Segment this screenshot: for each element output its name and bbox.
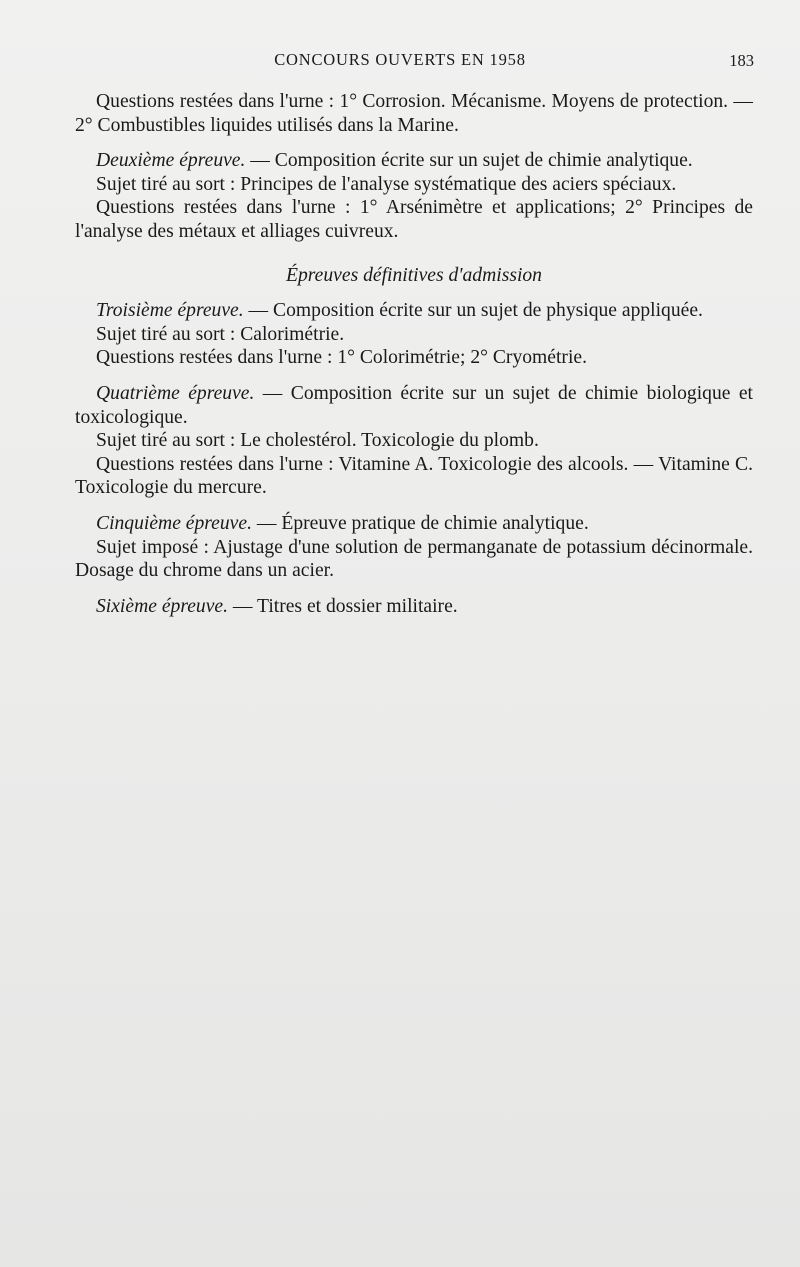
page-number: 183 bbox=[729, 51, 754, 70]
paragraph: Sujet imposé : Ajustage d'une solution de permanganate de potassium décinormale. Dosage du chrome dans un acier. bbox=[75, 536, 753, 582]
paragraph: Questions restées dans l'urne : 1° Corrosion. Mécanisme. Moyens de protection. — 2° Combustibles liquides utilisés dans la Marine. bbox=[75, 91, 753, 136]
paragraph: Questions restées dans l'urne : 1° Colorimétrie; 2° Cryométrie. bbox=[96, 347, 587, 369]
epreuve-text: — Composition écrite sur un sujet de physique appliquée. bbox=[243, 300, 703, 322]
paragraph bbox=[75, 299, 753, 323]
paragraph bbox=[75, 512, 753, 536]
epreuve-label: Sixième épreuve. bbox=[96, 595, 228, 617]
paragraph: Sujet tiré au sort : Principes de l'analyse systématique des aciers spéciaux. bbox=[96, 173, 677, 195]
epreuve-label: Troisième épreuve. bbox=[96, 300, 244, 322]
epreuve-label: Deuxième épreuve. bbox=[96, 150, 246, 172]
body-text bbox=[75, 90, 753, 618]
paragraph bbox=[75, 595, 753, 619]
epreuve-text: — Composition écrite sur un sujet de chimie analytique. bbox=[245, 150, 693, 172]
paragraph: Questions restées dans l'urne : 1° Arsénimètre et applications; 2° Principes de l'analyse des métaux et alliages cuivreux. bbox=[75, 197, 753, 242]
epreuve-label: Cinquième épreuve. bbox=[96, 512, 252, 534]
paragraph bbox=[75, 382, 753, 429]
paragraph: Sujet tiré au sort : Calorimétrie. bbox=[96, 323, 345, 345]
epreuve-text: — Épreuve pratique de chimie analytique. bbox=[251, 512, 589, 534]
paragraph: Questions restées dans l'urne : Vitamine A. Toxicologie des alcools. — Vitamine C. Toxicologie du mercure. bbox=[75, 453, 753, 499]
section-title: Épreuves définitives d'admission bbox=[286, 264, 542, 286]
epreuve-text: — Composition écrite sur un sujet de chimie biologique et toxicologique. bbox=[75, 382, 753, 428]
paragraph bbox=[75, 149, 753, 173]
epreuve-label: Quatrième épreuve. bbox=[96, 382, 255, 404]
epreuve-text: — Titres et dossier militaire. bbox=[228, 595, 458, 617]
running-title: CONCOURS OUVERTS EN 1958 bbox=[274, 50, 526, 69]
paragraph: Sujet tiré au sort : Le cholestérol. Toxicologie du plomb. bbox=[96, 430, 539, 452]
